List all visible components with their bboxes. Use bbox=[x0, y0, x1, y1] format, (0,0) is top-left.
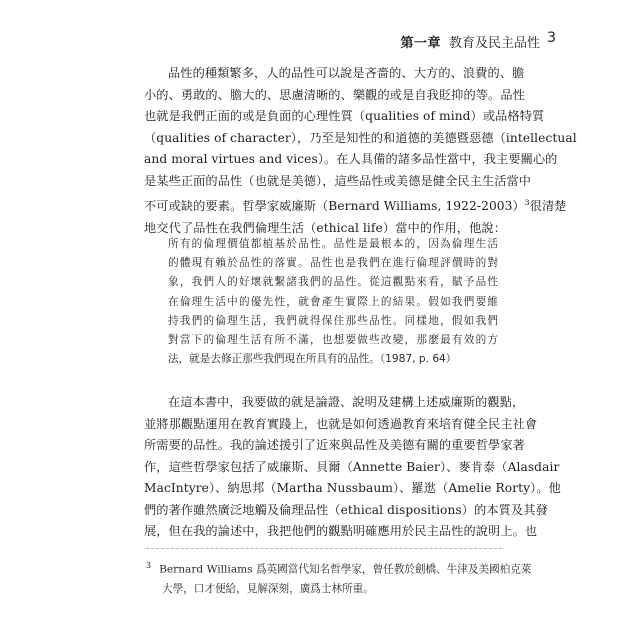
paragraph-line: and moral virtues and vices）。在人具備的諸多品性當中，我主要關心的 bbox=[144, 152, 558, 166]
quote-line: 對當下的倫理生活有所不滿，也想要做些改變，那麼最有效的方 bbox=[168, 334, 498, 347]
page-number: 3 bbox=[547, 30, 556, 46]
paragraph-line: 所需要的品性。我的論述援引了近來與品性及美德有關的重要哲學家著 bbox=[144, 438, 525, 452]
line-text: 不可或缺的要素。哲學家威廉斯（Bernard Williams, 1922-2003） bbox=[144, 199, 525, 214]
paragraph-line: 也就是我們正面的或是負面的心理性質（qualities of mind）或品格特質 bbox=[144, 109, 545, 123]
chapter-label: 第一章 bbox=[400, 36, 441, 51]
quote-line: 的體現有賴於品性的落實。品性也是我們在進行倫理評價時的對 bbox=[168, 257, 498, 270]
paragraph-line: 地交代了品性在我們倫理生活（ethical life）當中的作用，他說： bbox=[144, 220, 506, 235]
chapter-title: 教育及民主品性 bbox=[448, 36, 540, 51]
quote-line: 所有的倫理價值都植基於品性。品性是最根本的，因為倫理生活 bbox=[168, 238, 498, 250]
footnote-text: Bernard Williams 爲英國當代知名哲學家，曾任教於劍橋、牛津及美國柏克萊 bbox=[159, 563, 532, 576]
paragraph-line: 是某些正面的品性（也就是美德），這些品性或美德是健全民主生活當中 bbox=[144, 173, 532, 188]
footnote bbox=[146, 556, 532, 599]
paragraph-line: 展，但在我的論述中，我把他們的觀點明確應用於民主品性的說明上。也 bbox=[144, 524, 538, 538]
paragraph-line bbox=[144, 192, 567, 218]
running-head bbox=[400, 32, 540, 51]
paragraph-line: （qualities of character），乃至是知性的和道德的美德暨惡德（intellectual bbox=[144, 130, 577, 145]
footnote-ref: 3 bbox=[524, 198, 530, 207]
paragraph-line: 作，這些哲學家包括了威廉斯、貝爾（Annette Baier）、麥肯泰（Alasdair bbox=[144, 459, 560, 474]
quote-line: 在倫理生活中的優先性，就會產生實際上的結果。假如我們要維 bbox=[168, 295, 498, 308]
quote-line: 法，就是去修正那些我們現在所具有的品性。（1987, p. 64） bbox=[168, 353, 457, 366]
footnote-divider bbox=[146, 548, 502, 549]
footnote-line bbox=[146, 556, 532, 580]
quote-line: 象，我們人的好壞就繫諸我們的品性。從這觀點來看，賦予品性 bbox=[168, 276, 498, 289]
paragraph-line: 並將那觀點運用在教育實踐上，也就是如何透過教育來培育健全民主社會 bbox=[144, 416, 538, 431]
line-text-tail: 很清楚 bbox=[529, 199, 567, 214]
quote-line: 持我們的倫理生活，我們就得保住那些品性。同樣地，假如我們 bbox=[168, 314, 498, 327]
paragraph-2 bbox=[144, 392, 561, 543]
paragraph-line: 小的、勇敢的、膽大的、思慮清晰的、樂觀的或是自我貶抑的等。品性 bbox=[144, 87, 525, 102]
paragraph-line: MacIntyre）、納思邦（Martha Nussbaum）、羅逖（Amelie Rorty）。他 bbox=[144, 481, 561, 495]
paragraph-line: 在這本書中，我要做的就是論證、說明及建構上述威廉斯的觀點， bbox=[168, 395, 525, 409]
paragraph-line: 品性的種類繁多，人的品性可以說是吝嗇的、大方的、浪費的、膽 bbox=[168, 66, 525, 80]
paragraph-line: 們的著作雖然廣泛地觸及倫理品性（ethical dispositions）的本質及其發 bbox=[144, 502, 548, 517]
footnote-line: 大學，口才便給，見解深刻，廣爲士林所重。 bbox=[162, 582, 374, 595]
block-quote bbox=[168, 235, 498, 369]
paragraph-1 bbox=[144, 63, 577, 239]
footnote-mark: 3 bbox=[146, 561, 152, 570]
